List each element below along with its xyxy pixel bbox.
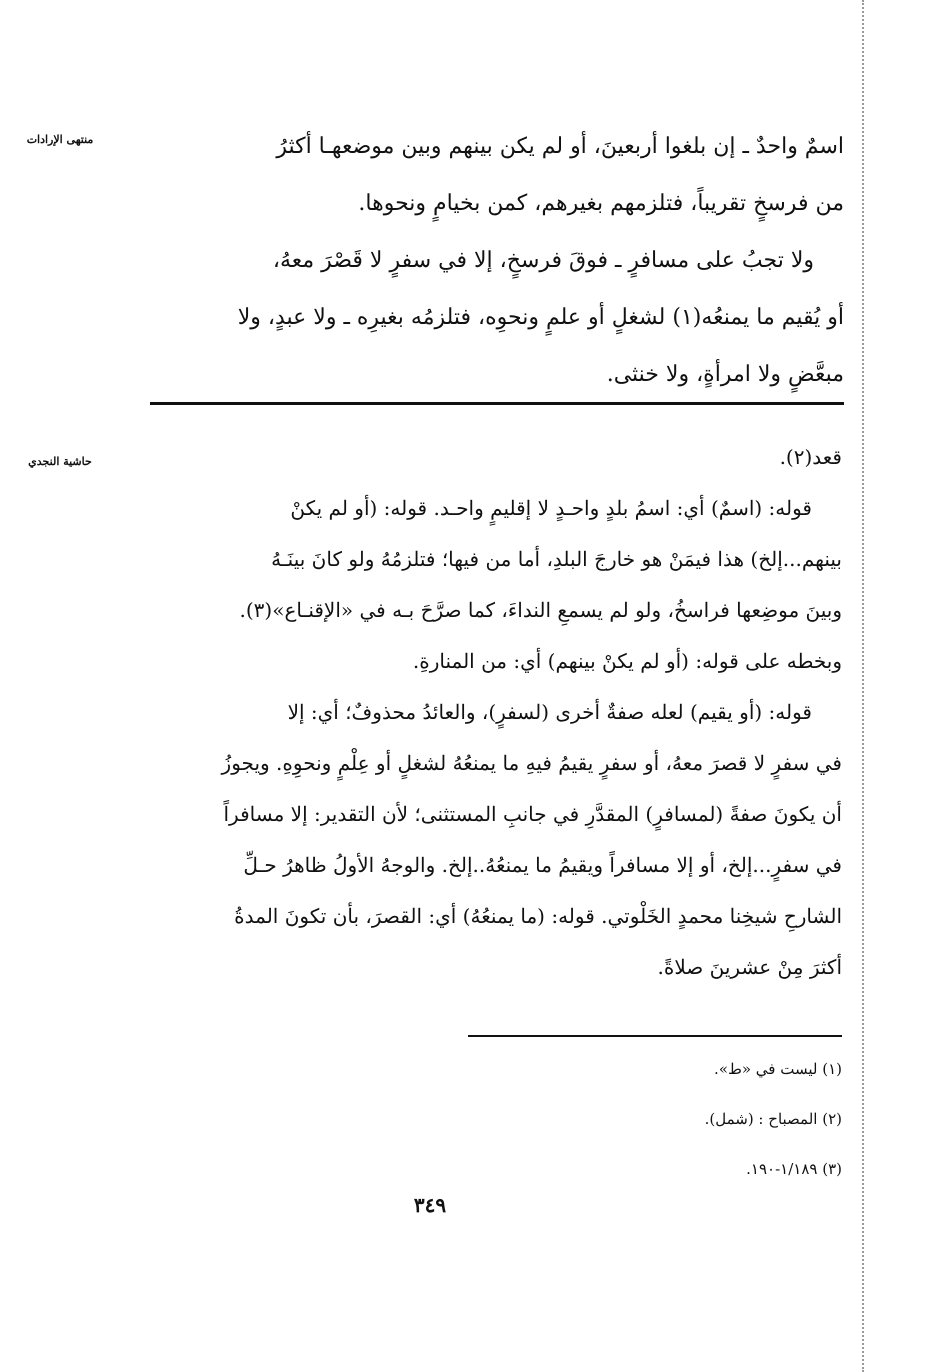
- commentary-line: قوله: (أو يقيم) لعله صفةٌ أخرى (لسفرٍ)، والعائدُ محذوفٌ؛ أي: إلا: [287, 700, 812, 724]
- commentary-line: وبخطه على قوله: (أو لم يكنْ بينهم) أي: من المنارةِ.: [412, 649, 842, 673]
- commentary-line: أن يكونَ صفةً (لمسافرٍ) المقدَّرِ في جانبِ المستثنى؛ لأن التقدير: إلا مسافراً: [223, 802, 842, 826]
- commentary-block: [130, 432, 842, 993]
- commentary-line: بينهم...إلخ) هذا فيمَنْ هو خارجَ البلدِ، أما من فيها؛ فتلزمُهُ ولو كانَ بينَـهُ: [271, 547, 842, 571]
- commentary-line: في سفرٍ لا قصرَ معهُ، أو سفرٍ يقيمُ فيهِ ما يمنعُهُ لشغلٍ أو عِلْمٍ ونحوِهِ. ويجوزُ: [221, 751, 842, 775]
- commentary-line: وبينَ موضِعها فراسخُ، ولو لم يسمعِ النداءَ، كما صرَّحَ بـه في «الإقنـاع»(٣).: [239, 598, 842, 622]
- footnote-separator: [468, 1035, 842, 1037]
- side-label-main: منتهى الإرادات: [26, 133, 94, 146]
- main-text-line: ولا تجبُ على مسافرٍ ـ فوقَ فرسخٍ، إلا في سفرٍ لا قَصْرَ معهُ،: [272, 248, 814, 273]
- footnote-line: (١) ليست في «ط».: [714, 1060, 842, 1078]
- commentary-line: قعد(٢).: [779, 445, 842, 469]
- footnote-line: (٢) المصباح : (شمل).: [704, 1110, 842, 1128]
- margin-dotted-rule: [862, 0, 864, 1372]
- main-text-line: أو يُقيم ما يمنعُه(١) لشغلٍ أو علمٍ ونحوِه، فتلزمُه بغيرِه ـ ولا عبدٍ، ولا: [237, 305, 844, 330]
- main-text-separator: [150, 402, 844, 405]
- commentary-line: قوله: (اسمٌ) أي: اسمُ بلدٍ واحـدٍ لا إقليمٍ واحـد. قوله: (أو لم يكنْ: [290, 496, 812, 520]
- footnotes-block: [468, 1044, 842, 1194]
- side-label-commentary: حاشية النجدي: [28, 455, 92, 468]
- main-text-line: من فرسخٍ تقريباً، فتلزمهم بغيرهم، كمن بخيامٍ ونحوها.: [358, 191, 844, 216]
- footnote-line: (٣) ١/١٨٩-١٩٠.: [746, 1160, 842, 1178]
- main-text-block: [150, 118, 844, 403]
- commentary-line: الشارحِ شيخِنا محمدٍ الخَلْوتي. قوله: (ما يمنعُهُ) أي: القصرَ، بأن تكونَ المدةُ: [234, 904, 842, 928]
- commentary-line: في سفرٍ...إلخ، أو إلا مسافراً ويقيمُ ما يمنعُهُ..إلخ. والوجهُ الأولُ ظاهرُ حـلِّ: [243, 853, 842, 877]
- page-number: ٣٤٩: [413, 1193, 447, 1217]
- main-text-line: مبعَّضٍ ولا امرأةٍ، ولا خنثى.: [606, 362, 844, 387]
- commentary-line: أكثرَ مِنْ عشرينَ صلاةً.: [657, 955, 842, 979]
- main-text-line: اسمٌ واحدٌ ـ إن بلغوا أربعينَ، أو لم يكن بينهم وبين موضعهـا أكثرُ: [276, 134, 844, 159]
